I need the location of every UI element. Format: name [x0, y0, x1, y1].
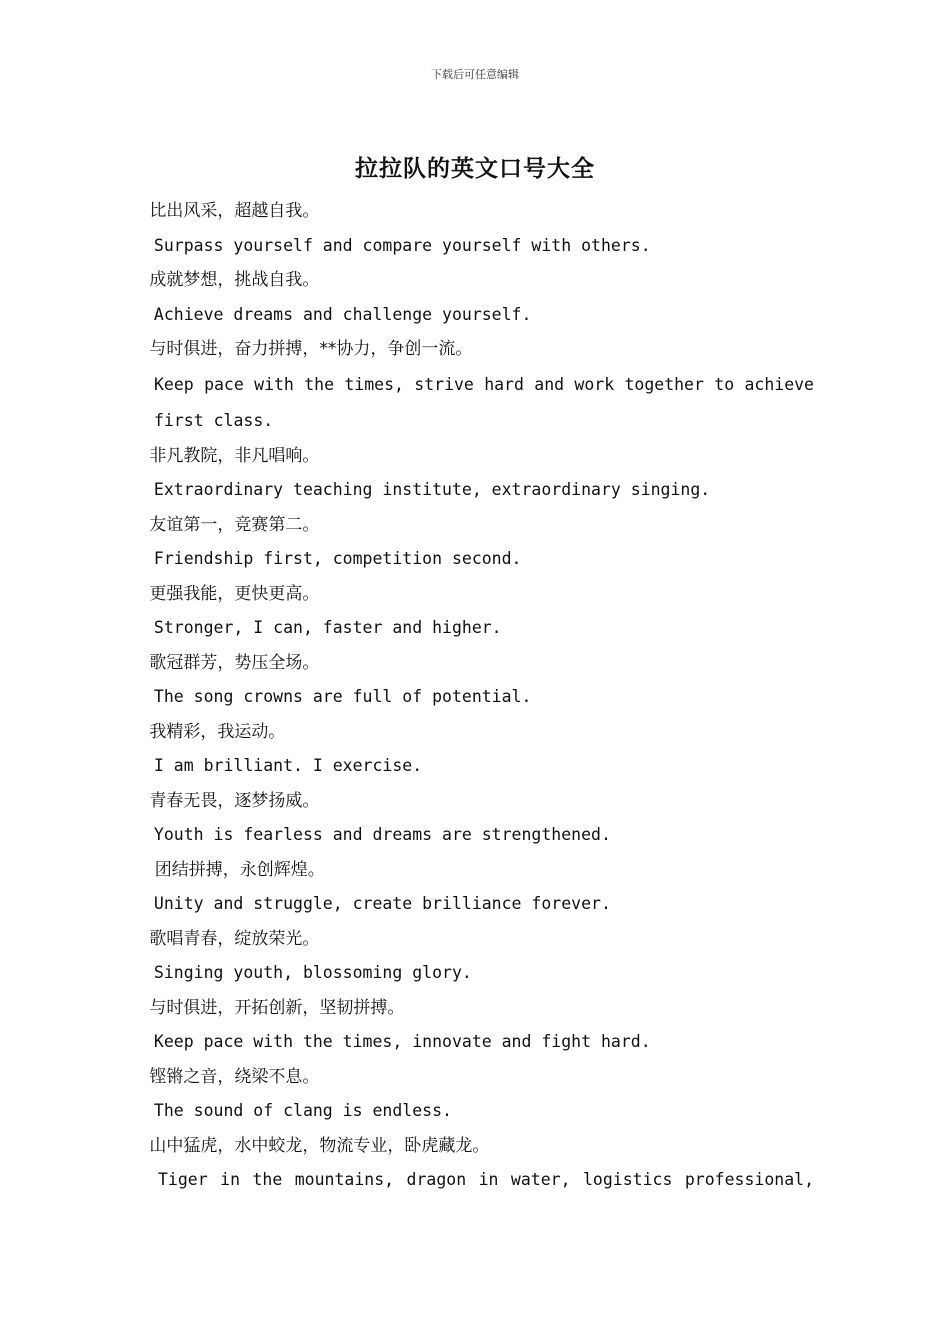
slogan-chinese: 铿锵之音，绕梁不息。 — [144, 1066, 320, 1087]
slogan-english: Unity and struggle, create brilliance forever. — [144, 894, 611, 913]
slogan-english: Extraordinary teaching institute, extraordinary singing. — [144, 480, 711, 499]
slogan-english: Singing youth, blossoming glory. — [144, 963, 472, 982]
slogan-english: Achieve dreams and challenge yourself. — [144, 304, 532, 324]
slogan-chinese: 非凡教院，非凡唱响。 — [144, 445, 320, 466]
slogan-chinese: 成就梦想，挑战自我。 — [144, 270, 320, 290]
slogan-english: Keep pace with the times, strive hard and work together to achieve first class. — [154, 374, 814, 430]
slogan-english: The sound of clang is endless. — [144, 1101, 452, 1120]
slogan-english: Tiger in the mountains, dragon in water, logistics professional, — [158, 1170, 814, 1189]
slogan-chinese: 与时俱进，奋力拼搏，**协力，争创一流。 — [144, 339, 473, 359]
slogan-chinese: 更强我能，更快更高。 — [144, 583, 320, 604]
page-header-note: 下载后可任意编辑 — [431, 68, 519, 81]
slogan-chinese: 与时俱进，开拓创新，坚韧拼搏。 — [144, 997, 405, 1018]
slogan-chinese: 团结拼搏，永创辉煌。 — [144, 859, 325, 880]
slogan-english: The song crowns are full of potential. — [144, 687, 532, 706]
slogan-chinese: 歌唱青春，绽放荣光。 — [144, 928, 320, 949]
slogan-english: I am brilliant. I exercise. — [144, 756, 423, 775]
slogan-chinese: 我精彩，我运动。 — [144, 721, 286, 742]
slogan-english: Surpass yourself and compare yourself with others. — [144, 235, 651, 255]
slogan-english: Keep pace with the times, innovate and fight hard. — [144, 1032, 651, 1051]
slogan-english: Youth is fearless and dreams are strengthened. — [144, 825, 611, 844]
slogan-chinese: 比出风采，超越自我。 — [144, 201, 320, 221]
slogan-chinese: 友谊第一，竞赛第二。 — [144, 514, 320, 535]
document-body — [144, 194, 814, 1198]
slogan-chinese: 山中猛虎，水中蛟龙，物流专业，卧虎藏龙。 — [144, 1135, 490, 1156]
document-title: 拉拉队的英文口号大全 — [355, 156, 595, 182]
slogan-english: Stronger, I can, faster and higher. — [144, 618, 502, 637]
slogan-chinese: 青春无畏，逐梦扬威。 — [144, 790, 320, 811]
slogan-english: Friendship first, competition second. — [144, 549, 522, 568]
slogan-chinese: 歌冠群芳，势压全场。 — [144, 652, 320, 673]
